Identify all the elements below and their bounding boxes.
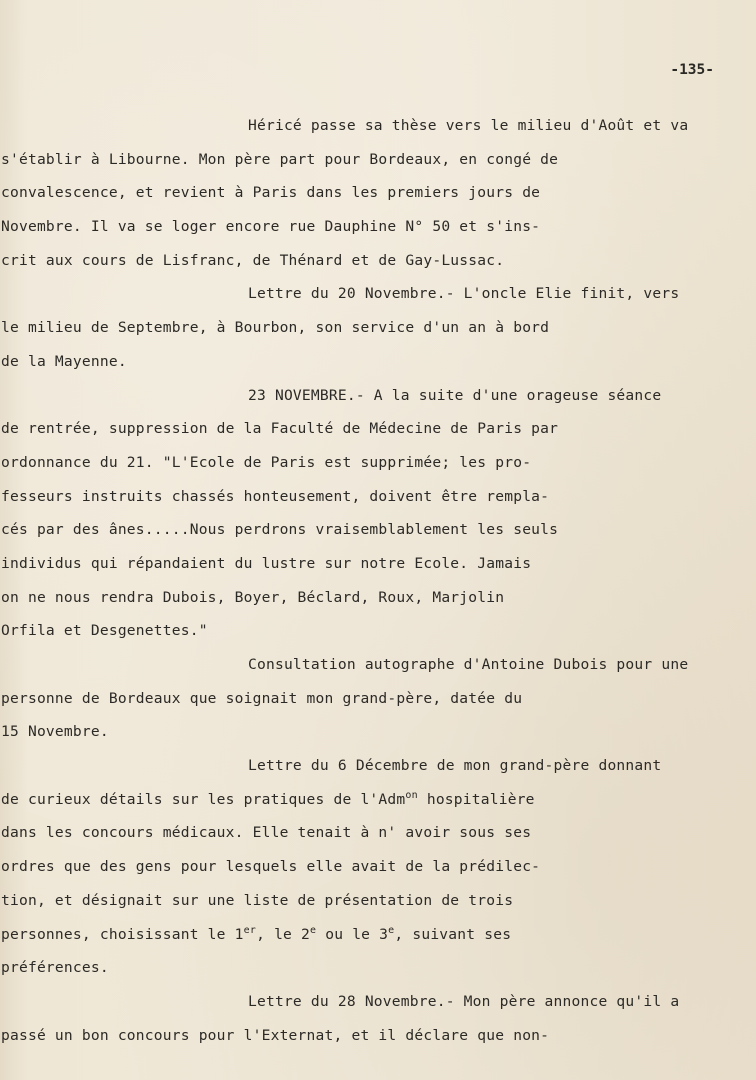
text-line: 23 NOVEMBRE.- A la suite d'une orageuse séance [248, 386, 662, 404]
text-fragment: hospitalière [417, 790, 535, 808]
text-line: ordonnance du 21. "L'Ecole de Paris est supprimée; les pro- [1, 453, 532, 471]
text-line: passé un bon concours pour l'Externat, et il déclare que non- [1, 1026, 550, 1044]
superscript: on [405, 789, 418, 801]
text-line: Consultation autographe d'Antoine Dubois pour une [248, 656, 689, 673]
text-line: Héricé passe sa thèse vers le milieu d'Août et va [248, 117, 689, 134]
text-fragment: personnes, choisissant le 1 [1, 925, 244, 943]
text-line: individus qui répandaient du lustre sur notre Ecole. Jamais [1, 554, 532, 572]
text-line: personne de Bordeaux que soignait mon grand-père, datée du [1, 689, 523, 707]
text-fragment: ou le 3 [316, 925, 389, 943]
text-line: le milieu de Septembre, à Bourbon, son service d'un an à bord [1, 319, 550, 337]
text-fragment: , le 2 [256, 925, 311, 943]
text-line: Lettre du 6 Décembre de mon grand-père donnant [248, 757, 662, 775]
text-line: de la Mayenne. [1, 352, 127, 370]
text-line: Lettre du 20 Novembre.- L'oncle Elie finit, vers [248, 285, 680, 303]
paragraph-3 [1, 379, 756, 649]
text-fragment: , suivant ses [394, 925, 512, 943]
superscript: e [310, 924, 317, 936]
paragraph-4 [1, 648, 756, 749]
text-line: cés par des ânes.....Nous perdrons vraisemblablement les seuls [1, 521, 559, 539]
text-line: on ne nous rendra Dubois, Boyer, Béclard, Roux, Marjolin [1, 588, 505, 606]
paragraph-5 [1, 749, 756, 985]
text-line: s'établir à Libourne. Mon père part pour Bordeaux, en congé de [1, 150, 559, 168]
text-fragment: de curieux détails sur les pratiques de l'Adm [1, 790, 406, 808]
paragraph-2 [1, 277, 756, 378]
text-line: 15 Novembre. [1, 723, 109, 741]
text-line: fesseurs instruits chassés honteusement, doivent être rempla- [1, 487, 550, 505]
text-line: ordres que des gens pour lesquels elle avait de la prédilec- [1, 858, 541, 876]
page-number: -135- [670, 62, 714, 78]
text-line [1, 918, 756, 952]
text-line: dans les concours médicaux. Elle tenait à n' avoir sous ses [1, 824, 532, 842]
text-line: Lettre du 28 Novembre.- Mon père annonce qu'il a [248, 992, 680, 1010]
superscript: er [243, 924, 257, 936]
paragraph-1 [1, 109, 756, 277]
paragraph-6 [1, 985, 756, 1052]
text-line: tion, et désignait sur une liste de présentation de trois [1, 891, 514, 909]
superscript: e [388, 924, 395, 936]
text-line: Orfila et Desgenettes." [1, 622, 208, 640]
text-line: convalescence, et revient à Paris dans les premiers jours de [1, 184, 541, 202]
text-line: préférences. [1, 959, 109, 977]
text-line: de rentrée, suppression de la Faculté de Médecine de Paris par [1, 420, 559, 438]
document-body [1, 109, 756, 1052]
text-line: Novembre. Il va se loger encore rue Dauphine N° 50 et s'ins- [1, 218, 541, 236]
text-line: crit aux cours de Lisfranc, de Thénard et de Gay-Lussac. [1, 251, 505, 269]
text-line [1, 783, 756, 817]
